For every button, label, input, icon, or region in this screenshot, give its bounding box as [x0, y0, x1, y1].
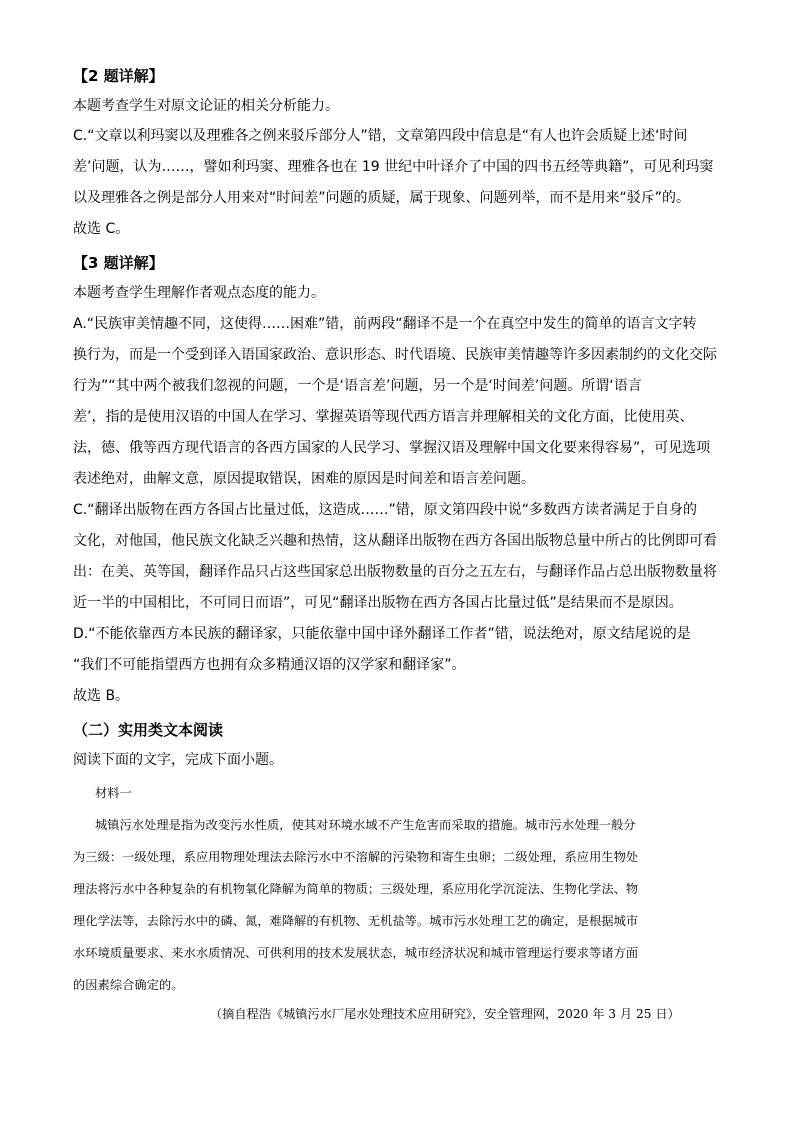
- material-line-5: 水环境质量要求、来水水质情况、可供利用的技术发展状态，城市经济状况和城市管理运行要求等诸方面: [73, 946, 639, 960]
- q3-c-line-2: 文化，对他国，他民族文化缺乏兴趣和热情，这从翻译出版物在西方各国出版物总量中所占的比例即可看: [73, 533, 717, 549]
- q3-c-line-4: 近一半的中国相比，不可同日而语”，可见“翻译出版物在西方各国占比量过低”是结果而不是原因。: [73, 595, 683, 611]
- q2-line-3: 以及理雅各之例是部分人用来对“时间差”问题的质疑，属于现象、问题列举，而不是用来“驳斥”的。: [73, 190, 691, 206]
- q3-a-line-3: 行为”“其中两个被我们忽视的问题，一个是‘语言差’问题，另一个是‘时间差’问题。所谓‘语言: [73, 378, 642, 394]
- section-title: （二）实用类文本阅读: [73, 721, 224, 739]
- q2-header: 【2 题详解】: [73, 67, 164, 85]
- material-line-1: 城镇污水处理是指为改变污水性质，使其对环境水域不产生危害而采取的措施。城市污水处理一般分: [95, 818, 636, 832]
- q3-a-line-2: 换行为，而是一个受到译入语国家政治、意识形态、时代语境、民族审美情趣等许多因素制约的文化交际: [73, 347, 717, 363]
- q2-line-2: 差’问题，认为……，譬如利玛窦、理雅各也在 19 世纪中叶译介了中国的四书五经等典籍”，可见利玛窦: [73, 159, 714, 175]
- q2-answer: 故选 C。: [73, 221, 130, 237]
- q3-d-line-1: D.“不能依靠西方本民族的翻译家，只能依靠中国中译外翻译工作者”错，说法绝对，原文结尾说的是: [73, 626, 691, 642]
- q3-answer: 故选 B。: [73, 688, 130, 704]
- q2-intro: 本题考查学生对原文论证的相关分析能力。: [73, 98, 339, 114]
- section-instruction: 阅读下面的文字，完成下面小题。: [73, 752, 283, 768]
- q3-d-line-2: “我们不可能指望西方也拥有众多精通汉语的汉学家和翻译家”。: [73, 657, 466, 673]
- q3-c-line-3: 出：在美、英等国，翻译作品只占这些国家总出版物数量的百分之五左右，与翻译作品占总出版物数量将: [73, 564, 717, 580]
- q3-c-line-1: C.“翻译出版物在西方各国占比量过低，这造成……”错，原文第四段中说“多数西方读者满足于自身的: [73, 502, 697, 518]
- material-line-4: 理化学法等，去除污水中的磷、氮，难降解的有机物、无机盐等。城市污水处理工艺的确定，是根据城市: [73, 914, 639, 928]
- q2-line-1: C.“文章以利玛窦以及理雅各之例来驳斥部分人”错，文章第四段中信息是“有人也许会质疑上述‘时间: [73, 128, 688, 144]
- q3-a-line-5: 法，德、俄等西方现代语言的各西方国家的人民学习、掌握汉语及理解中国文化要来得容易”，可见选项: [73, 440, 711, 456]
- material-line-3: 理法将污水中各种复杂的有机物氧化降解为简单的物质；三级处理，系应用化学沉淀法、生物化学法、物: [73, 882, 639, 896]
- q3-header: 【3 题详解】: [73, 254, 164, 272]
- q3-a-line-4: 差’，指的是使用汉语的中国人在学习、掌握英语等现代西方语言并理解相关的文化方面，比使用英、: [73, 409, 694, 425]
- q3-a-line-6: 表述绝对，曲解文意，原因提取错误，困难的原因是时间差和语言差问题。: [73, 471, 535, 487]
- q3-a-line-1: A.“民族审美情趣不同，这使得……困难”错，前两段“翻译不是一个在真空中发生的简单的语言文字转: [73, 316, 697, 332]
- material-line-2: 为三级：一级处理，系应用物理处理法去除污水中不溶解的污染物和寄生虫卵；二级处理，系应用生物处: [73, 850, 639, 864]
- material-citation: （摘自程浩《城镇污水厂尾水处理技术应用研究》，安全管理网，2020 年 3 月 25 日）: [210, 1007, 680, 1021]
- material-line-6: 的因素综合确定的。: [73, 978, 184, 992]
- q3-intro: 本题考查学生理解作者观点态度的能力。: [73, 285, 325, 301]
- material-label: 材料一: [95, 786, 132, 800]
